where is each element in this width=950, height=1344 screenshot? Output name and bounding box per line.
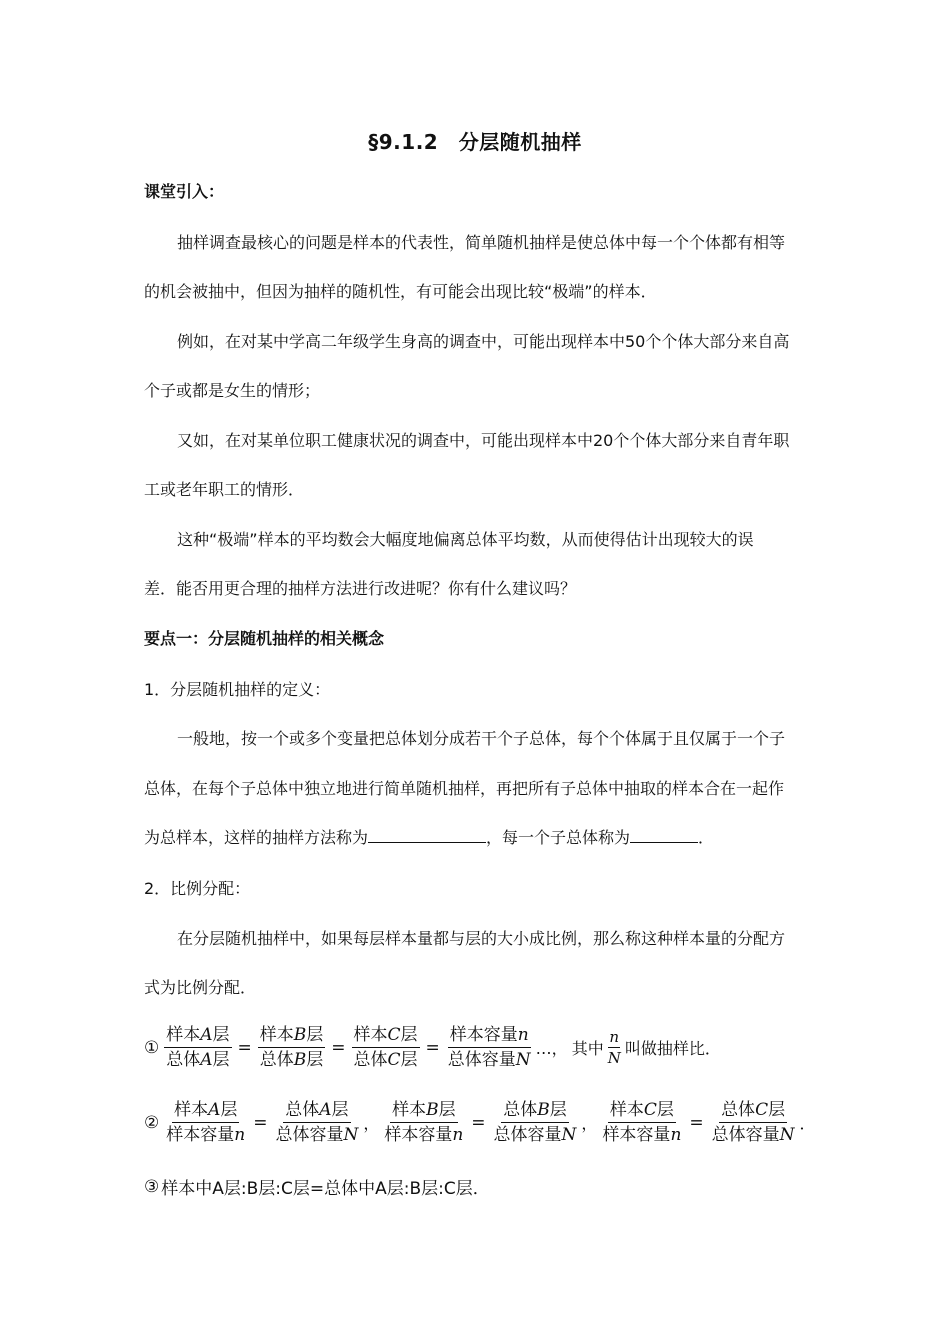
allocation-line1: 在分层随机抽样中，如果每层样本量都与层的大小成比例，那么称这种样本量的分配方	[177, 929, 786, 948]
definition-title: 1．分层随机抽样的定义：	[144, 680, 331, 699]
page-title: §9.1.2 分层随机抽样	[368, 130, 582, 154]
fraction: $\frac{\text{总体B层}}{\text{总体容量N}}$	[493, 1100, 577, 1145]
fraction: $\frac{\text{样本C层}}{\text{总体C层}}$	[353, 1025, 418, 1070]
fraction: $\frac{\text{总体A层}}{\text{总体容量N}}$	[275, 1100, 359, 1145]
formula-3	[144, 1174, 490, 1199]
definition-line3	[144, 827, 714, 849]
definition-line3-text-b: ，每一个子总体称为	[486, 828, 631, 847]
definition-line3-text-c: ．	[698, 828, 715, 847]
definition-line2: 总体，在每个子总体中独立地进行简单随机抽样，再把所有子总体中抽取的样本合在一起作	[144, 779, 785, 798]
intro-p1-line2: 的机会被抽中，但因为抽样的随机性，有可能会出现比较“极端”的样本．	[144, 282, 657, 301]
intro-p3-line1: 又如，在对某单位职工健康状况的调查中，可能出现样本中20个个体大部分来自青年职	[177, 431, 790, 450]
fraction: $\frac{\text{样本A层}}{\text{总体A层}}$	[166, 1025, 230, 1070]
intro-p1-line1: 抽样调查最核心的问题是样本的代表性，简单随机抽样是使总体中每一个个体都有相等	[177, 233, 786, 252]
fraction: $\frac{\text{样本C层}}{\text{样本容量n}}$	[602, 1100, 682, 1145]
fraction: $\frac{\text{总体C层}}{\text{总体容量N}}$	[711, 1100, 795, 1145]
intro-p3-line2: 工或老年职工的情形．	[144, 480, 305, 499]
point1-heading: 要点一：分层随机抽样的相关概念	[144, 629, 385, 648]
formula-2: ② $\frac{\text{样本A层}}{\text{样本容量n}}$ = $\frac{\text{总体A层}}{\text{总体容量N}}$ ， $\frac{\text{样本B层}}{\text{样本容量n}}$ = $\frac{\text{总体B层}}{\text{总体容量N}}$ ， $\frac{\text{样本C层}}{\text{样本容量n}}$ = $\frac{\text{总体C层}}{\text{总体容量N}}$ ．	[144, 1100, 816, 1145]
ratio-equation: 样本中A层:B层:C层=总体中A层:B层:C层．	[161, 1179, 490, 1199]
intro-p4-line1: 这种“极端”样本的平均数会大幅度地偏离总体平均数，从而使得估计出现较大的误	[177, 530, 754, 549]
intro-heading: 课堂引入：	[144, 182, 225, 201]
marker-2: ②	[144, 1112, 160, 1133]
answer-blank-method[interactable]	[368, 828, 486, 843]
definition-line1: 一般地，按一个或多个变量把总体划分成若干个子总体，每个个体属于且仅属于一个子	[177, 729, 786, 748]
definition-line3-text-a: 为总样本，这样的抽样方法称为	[144, 828, 369, 847]
intro-p4-line2: 差．能否用更合理的抽样方法进行改进呢？你有什么建议吗？	[144, 579, 577, 598]
sampling-ratio-fraction: $\frac{n}{N}$	[607, 1028, 621, 1067]
fraction: $\frac{\text{样本容量n}}{\text{总体容量N}}$	[447, 1025, 531, 1070]
allocation-title: 2．比例分配：	[144, 879, 251, 898]
intro-p2-line1: 例如，在对某中学高二年级学生身高的调查中，可能出现样本中50个个体大部分来自高	[177, 332, 790, 351]
marker-3: ③	[144, 1176, 160, 1197]
formula-1: ① $\frac{\text{样本A层}}{\text{总体A层}}$ = $\frac{\text{样本B层}}{\text{总体B层}}$ = $\frac{\text{样本C层}}{\text{总体C层}}$ = $\frac{\text{样本容量n}}{\text{总体容量N}}$ …， 其中 $\frac{n}{N}$ 叫做抽样比．	[144, 1025, 721, 1070]
fraction: $\frac{\text{样本A层}}{\text{样本容量n}}$	[166, 1100, 246, 1145]
marker-1: ①	[144, 1037, 160, 1058]
answer-blank-layer[interactable]	[630, 828, 698, 843]
intro-p2-line2: 个子或都是女生的情形；	[144, 381, 321, 400]
fraction: $\frac{\text{样本B层}}{\text{样本容量n}}$	[384, 1100, 464, 1145]
fraction: $\frac{\text{样本B层}}{\text{总体B层}}$	[259, 1025, 324, 1070]
allocation-line2: 式为比例分配．	[144, 978, 257, 997]
